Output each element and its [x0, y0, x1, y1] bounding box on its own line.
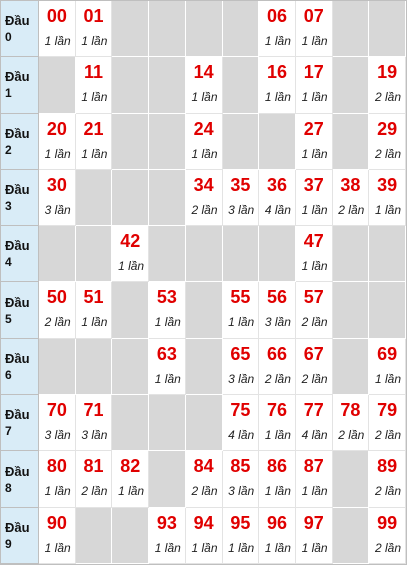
number-value: 78	[340, 400, 361, 421]
empty-cell	[259, 226, 296, 282]
number-cell	[296, 395, 333, 451]
empty-cell	[149, 226, 186, 282]
row-header-index: 1	[5, 86, 12, 101]
number-value: 01	[83, 6, 104, 26]
row-header-label: Đầu	[5, 13, 30, 29]
number-cell	[296, 226, 333, 282]
empty-cell	[112, 1, 149, 57]
number-value: 14	[193, 62, 214, 83]
number-cell	[112, 451, 149, 507]
occurrence-count: 2 lần	[191, 202, 218, 217]
empty-cell	[112, 170, 149, 226]
empty-cell	[39, 339, 76, 395]
number-value: 57	[303, 287, 324, 308]
number-cell	[369, 339, 406, 395]
number-cell	[296, 170, 333, 226]
number-cell	[223, 339, 260, 395]
number-cell	[259, 1, 296, 57]
number-cell	[149, 508, 186, 564]
number-value: 20	[46, 118, 67, 139]
number-value: 77	[303, 400, 324, 421]
number-cell	[369, 451, 406, 507]
number-cell	[76, 57, 113, 113]
empty-cell	[186, 226, 223, 282]
row-header-label: Đầu	[5, 519, 30, 535]
number-cell	[223, 451, 260, 507]
row-header-index: 3	[5, 199, 12, 214]
occurrence-count: 1 lần	[228, 540, 255, 555]
number-value: 07	[303, 6, 324, 26]
occurrence-count: 3 lần	[228, 371, 255, 386]
row-header-index: 4	[5, 255, 12, 270]
occurrence-count: 3 lần	[228, 202, 255, 217]
occurrence-count: 1 lần	[374, 371, 401, 386]
number-cell	[39, 508, 76, 564]
occurrence-count: 3 lần	[228, 484, 255, 499]
number-cell	[76, 1, 113, 57]
row-header	[1, 57, 39, 113]
number-cell	[296, 339, 333, 395]
number-value: 55	[230, 287, 251, 308]
number-cell	[149, 282, 186, 338]
occurrence-count: 1 lần	[301, 146, 328, 161]
occurrence-count: 2 lần	[374, 484, 401, 499]
empty-cell	[223, 114, 260, 170]
row-header	[1, 339, 39, 395]
number-cell	[39, 282, 76, 338]
occurrence-count: 1 lần	[44, 540, 71, 555]
empty-cell	[112, 57, 149, 113]
occurrence-count: 1 lần	[44, 484, 71, 499]
number-cell	[76, 395, 113, 451]
occurrence-count: 1 lần	[374, 202, 401, 217]
number-value: 50	[46, 287, 67, 308]
occurrence-count: 1 lần	[301, 90, 328, 105]
occurrence-count: 4 lần	[301, 428, 328, 443]
empty-cell	[333, 1, 370, 57]
number-value: 21	[83, 118, 104, 139]
empty-cell	[333, 226, 370, 282]
number-cell	[186, 508, 223, 564]
occurrence-count: 1 lần	[301, 259, 328, 274]
row-header-label: Đầu	[5, 407, 30, 423]
number-value: 19	[377, 62, 398, 83]
number-cell	[369, 114, 406, 170]
occurrence-count: 2 lần	[81, 484, 108, 499]
occurrence-count: 2 lần	[301, 315, 328, 330]
number-cell	[223, 395, 260, 451]
row-header	[1, 282, 39, 338]
occurrence-count: 1 lần	[264, 34, 291, 48]
row-header	[1, 508, 39, 564]
empty-cell	[112, 395, 149, 451]
number-value: 67	[303, 343, 324, 364]
number-value: 66	[267, 343, 288, 364]
number-cell	[259, 282, 296, 338]
row-header	[1, 395, 39, 451]
number-cell	[333, 170, 370, 226]
empty-cell	[223, 57, 260, 113]
number-value: 51	[83, 287, 104, 308]
occurrence-count: 1 lần	[191, 146, 218, 161]
occurrence-count: 3 lần	[81, 428, 108, 443]
number-value: 30	[46, 174, 67, 195]
empty-cell	[333, 57, 370, 113]
number-cell	[259, 170, 296, 226]
empty-cell	[186, 339, 223, 395]
occurrence-count: 1 lần	[118, 484, 145, 499]
occurrence-count: 3 lần	[44, 202, 71, 217]
empty-cell	[112, 114, 149, 170]
number-cell	[296, 1, 333, 57]
empty-cell	[333, 451, 370, 507]
empty-cell	[76, 170, 113, 226]
row-header	[1, 451, 39, 507]
occurrence-count: 1 lần	[81, 90, 108, 105]
number-cell	[39, 170, 76, 226]
number-value: 71	[83, 400, 104, 421]
occurrence-count: 1 lần	[301, 540, 328, 555]
number-cell	[259, 395, 296, 451]
empty-cell	[369, 226, 406, 282]
empty-cell	[223, 1, 260, 57]
number-cell	[149, 339, 186, 395]
number-cell	[259, 451, 296, 507]
number-value: 76	[267, 400, 288, 421]
occurrence-count: 2 lần	[374, 540, 401, 555]
number-value: 16	[267, 62, 288, 83]
empty-cell	[149, 57, 186, 113]
number-value: 65	[230, 343, 251, 364]
occurrence-count: 1 lần	[118, 259, 145, 274]
number-value: 95	[230, 512, 251, 533]
number-value: 06	[267, 6, 288, 26]
number-cell	[296, 57, 333, 113]
row-header	[1, 1, 39, 57]
empty-cell	[39, 226, 76, 282]
occurrence-count: 1 lần	[154, 540, 181, 555]
number-value: 00	[46, 6, 67, 26]
number-cell	[223, 282, 260, 338]
occurrence-count: 2 lần	[374, 428, 401, 443]
occurrence-count: 4 lần	[228, 428, 255, 443]
occurrence-count: 1 lần	[154, 371, 181, 386]
empty-cell	[112, 508, 149, 564]
number-cell	[186, 170, 223, 226]
row-header-label: Đầu	[5, 294, 30, 310]
occurrence-count: 2 lần	[264, 371, 291, 386]
row-header-index: 8	[5, 480, 12, 495]
number-cell	[76, 451, 113, 507]
row-header-label: Đầu	[5, 182, 30, 198]
occurrence-count: 2 lần	[191, 484, 218, 499]
number-value: 53	[156, 287, 177, 308]
number-value: 80	[46, 456, 67, 477]
number-cell	[39, 395, 76, 451]
number-value: 86	[267, 456, 288, 477]
empty-cell	[186, 1, 223, 57]
number-cell	[39, 1, 76, 57]
occurrence-count: 1 lần	[191, 540, 218, 555]
number-value: 39	[377, 174, 398, 195]
occurrence-count: 1 lần	[191, 90, 218, 105]
row-header-label: Đầu	[5, 69, 30, 85]
occurrence-count: 2 lần	[301, 371, 328, 386]
number-cell	[76, 114, 113, 170]
number-value: 38	[340, 174, 361, 195]
empty-cell	[333, 282, 370, 338]
row-header-label: Đầu	[5, 350, 30, 366]
row-header-index: 7	[5, 424, 12, 439]
number-cell	[76, 282, 113, 338]
number-cell	[259, 57, 296, 113]
number-value: 89	[377, 456, 398, 477]
number-cell	[186, 57, 223, 113]
number-value: 63	[156, 343, 177, 364]
occurrence-count: 2 lần	[44, 315, 71, 330]
number-value: 36	[267, 174, 288, 195]
empty-cell	[76, 339, 113, 395]
empty-cell	[39, 57, 76, 113]
number-cell	[186, 451, 223, 507]
occurrence-count: 1 lần	[81, 34, 108, 48]
empty-cell	[149, 395, 186, 451]
empty-cell	[112, 339, 149, 395]
number-cell	[296, 114, 333, 170]
empty-cell	[369, 1, 406, 57]
row-header-index: 5	[5, 311, 12, 326]
number-value: 85	[230, 456, 251, 477]
occurrence-count: 1 lần	[81, 146, 108, 161]
empty-cell	[149, 451, 186, 507]
number-value: 84	[193, 456, 214, 477]
row-header	[1, 226, 39, 282]
number-value: 17	[303, 62, 324, 83]
row-header	[1, 114, 39, 170]
number-value: 81	[83, 456, 104, 477]
row-header-index: 0	[5, 30, 12, 45]
number-value: 27	[303, 118, 324, 139]
occurrence-count: 1 lần	[264, 90, 291, 105]
empty-cell	[333, 339, 370, 395]
occurrence-count: 1 lần	[301, 202, 328, 217]
empty-cell	[186, 282, 223, 338]
empty-cell	[76, 508, 113, 564]
empty-cell	[333, 114, 370, 170]
occurrence-count: 3 lần	[264, 315, 291, 330]
number-value: 37	[303, 174, 324, 195]
row-header-label: Đầu	[5, 463, 30, 479]
occurrence-count: 3 lần	[44, 428, 71, 443]
number-cell	[186, 114, 223, 170]
number-value: 69	[377, 343, 398, 364]
occurrence-count: 1 lần	[154, 315, 181, 330]
number-value: 42	[120, 231, 141, 252]
number-cell	[39, 451, 76, 507]
occurrence-count: 1 lần	[44, 34, 71, 48]
number-value: 82	[120, 456, 141, 477]
number-value: 79	[377, 400, 398, 421]
empty-cell	[149, 170, 186, 226]
number-value: 47	[303, 231, 324, 252]
number-value: 29	[377, 118, 398, 139]
number-cell	[369, 508, 406, 564]
number-value: 97	[303, 512, 324, 533]
number-cell	[223, 508, 260, 564]
occurrence-count: 1 lần	[264, 540, 291, 555]
empty-cell	[223, 226, 260, 282]
number-value: 24	[193, 118, 214, 139]
row-header-index: 2	[5, 142, 12, 157]
number-cell	[296, 282, 333, 338]
occurrence-count: 2 lần	[338, 202, 365, 217]
number-value: 93	[156, 512, 177, 533]
empty-cell	[112, 282, 149, 338]
number-value: 87	[303, 456, 324, 477]
number-value: 70	[46, 400, 67, 421]
empty-cell	[149, 1, 186, 57]
occurrence-count: 1 lần	[264, 484, 291, 499]
number-value: 34	[193, 174, 214, 195]
number-cell	[333, 395, 370, 451]
number-value: 56	[267, 287, 288, 308]
empty-cell	[259, 114, 296, 170]
occurrence-count: 4 lần	[264, 202, 291, 217]
number-value: 96	[267, 512, 288, 533]
row-header-label: Đầu	[5, 238, 30, 254]
row-header-index: 6	[5, 367, 12, 382]
empty-cell	[333, 508, 370, 564]
number-value: 94	[193, 512, 214, 533]
number-cell	[369, 395, 406, 451]
number-value: 90	[46, 512, 67, 533]
empty-cell	[369, 282, 406, 338]
number-cell	[369, 57, 406, 113]
number-cell	[223, 170, 260, 226]
occurrence-count: 1 lần	[81, 315, 108, 330]
number-cell	[39, 114, 76, 170]
number-cell	[369, 170, 406, 226]
occurrence-count: 1 lần	[301, 34, 328, 48]
occurrence-count: 2 lần	[374, 90, 401, 105]
occurrence-count: 1 lần	[264, 428, 291, 443]
occurrence-count: 1 lần	[44, 146, 71, 161]
occurrence-count: 1 lần	[228, 315, 255, 330]
number-cell	[259, 339, 296, 395]
number-cell	[112, 226, 149, 282]
row-header-index: 9	[5, 536, 12, 551]
empty-cell	[76, 226, 113, 282]
number-cell	[296, 451, 333, 507]
row-header	[1, 170, 39, 226]
occurrence-count: 1 lần	[301, 484, 328, 499]
occurrence-count: 2 lần	[374, 146, 401, 161]
number-value: 11	[84, 62, 104, 83]
number-cell	[296, 508, 333, 564]
occurrence-count: 2 lần	[338, 428, 365, 443]
number-value: 75	[230, 400, 251, 421]
empty-cell	[186, 395, 223, 451]
row-header-label: Đầu	[5, 125, 30, 141]
number-value: 99	[377, 512, 398, 533]
number-cell	[259, 508, 296, 564]
empty-cell	[149, 114, 186, 170]
number-value: 35	[230, 174, 251, 195]
